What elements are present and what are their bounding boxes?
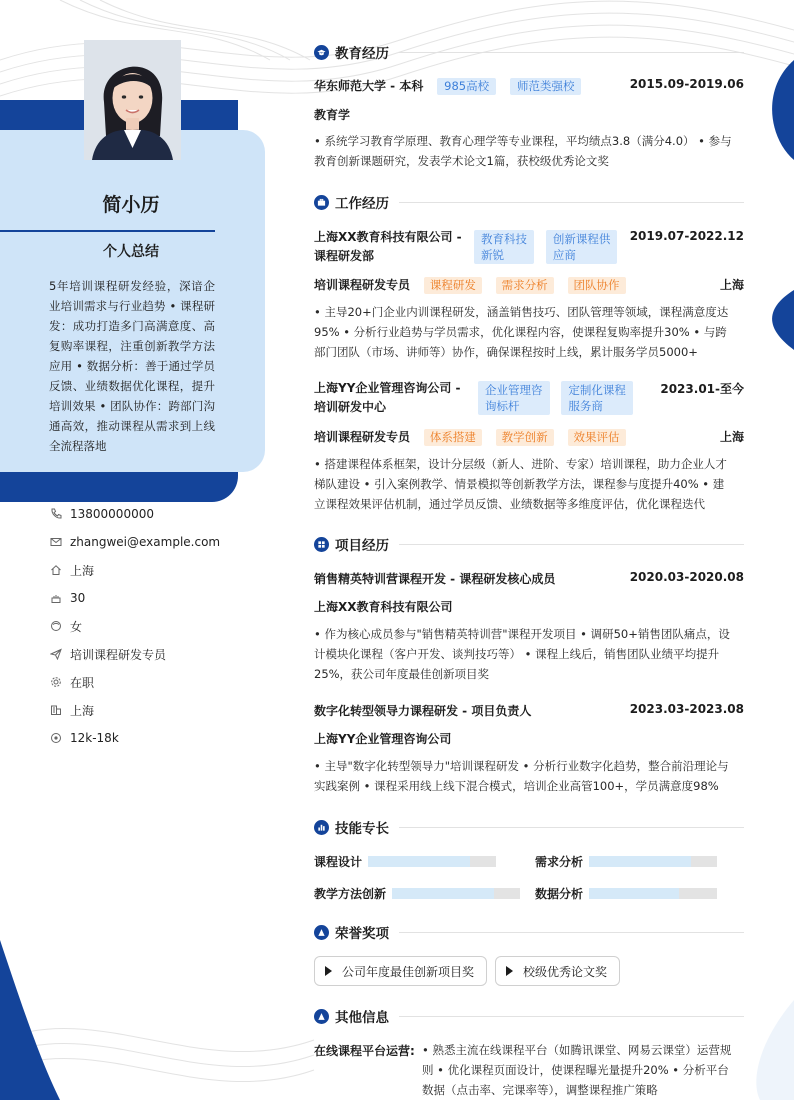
role-tag: 需求分析 <box>496 277 554 294</box>
school-tag: 985高校 <box>437 78 496 95</box>
contact-status-value: 在职 <box>70 675 95 690</box>
contact-phone <box>50 500 220 528</box>
avatar <box>84 40 181 160</box>
section-divider <box>399 52 744 53</box>
job-desc-line: 部门团队（市场、讲师等）协作，确保课程按时上线，累计服务学员5000+ <box>314 345 698 359</box>
skill-item <box>314 885 520 902</box>
job-role: 培训课程研发专员 <box>314 430 411 444</box>
skill-bar-fill <box>589 888 679 899</box>
contact-position-value: 培训课程研发专员 <box>70 647 167 662</box>
company-tag-line: 创新课程供 <box>552 232 611 246</box>
project-desc-line: 计模块化课程（客户开发、谈判技巧等） • 课程上线后，销售团队业绩平均提升 <box>314 647 720 661</box>
award-item[interactable] <box>314 956 487 986</box>
send-icon <box>50 648 70 660</box>
job-company-tags <box>478 381 633 415</box>
play-icon <box>506 966 513 976</box>
education-header <box>314 42 744 62</box>
contact-home-value: 上海 <box>70 563 95 578</box>
job-role-row <box>314 276 744 294</box>
company-tag <box>478 381 550 415</box>
contact-phone-value: 13800000000 <box>70 507 154 521</box>
contact-position <box>50 640 220 668</box>
job-desc-line: 梯队建设 • 引入案例教学、情景模拟等创新教学方法，课程参与度提升40% • 建 <box>314 477 725 491</box>
play-icon <box>325 966 332 976</box>
skills-header <box>314 817 744 837</box>
grid-icon <box>314 537 329 552</box>
major: 教育学 <box>314 108 351 122</box>
contact-salary <box>50 724 220 752</box>
contact-gender <box>50 612 220 640</box>
project-row <box>314 702 744 719</box>
role-tag: 课程研发 <box>424 277 482 294</box>
mail-icon <box>50 536 70 548</box>
skill-name: 需求分析 <box>535 855 584 869</box>
company-tag <box>561 381 633 415</box>
role-tag: 效果评估 <box>568 429 626 446</box>
role-tag: 团队协作 <box>568 277 626 294</box>
company-tag-line: 教育科技 <box>481 232 527 246</box>
project-desc-line: • 主导"数字化转型领导力"培训课程研发 • 分析行业数字化趋势，整合前沿理论与 <box>314 759 729 773</box>
avatar-portrait-icon <box>84 40 181 160</box>
job-city: 上海 <box>719 430 744 444</box>
profile-name: 简小历 <box>102 194 160 216</box>
contact-list <box>50 500 220 752</box>
award-icon <box>314 925 329 940</box>
job-city: 上海 <box>719 278 744 292</box>
info-icon <box>314 1009 329 1024</box>
other-header <box>314 1006 744 1026</box>
other-title: 其他信息 <box>335 1010 389 1026</box>
skill-bar <box>589 888 717 899</box>
education-desc-line: • 系统学习教育学原理、教育心理学等专业课程，平均绩点3.8（满分4.0） • 参与 <box>314 134 732 148</box>
projects-title: 项目经历 <box>335 538 389 554</box>
job-desc-line: • 搭建课程体系框架，设计分层级（新人、进阶、专家）培训课程，助力企业人才 <box>314 457 727 471</box>
skills-title: 技能专长 <box>335 821 389 837</box>
salary-icon <box>50 732 70 744</box>
job-desc-line: 立课程效果评估机制，通过学员反馈、业绩数据等多维度评估，优化课程迭代 <box>314 497 705 511</box>
company-tag-line: 定制化课程 <box>568 383 626 397</box>
company-tag-line: 服务商 <box>568 399 603 413</box>
school-name: 华东师范大学 - 本科 <box>314 79 424 93</box>
skill-item <box>314 853 496 870</box>
project-date: 2020.03-2020.08 <box>629 570 744 584</box>
other-line: 数据（点击率、完课率等），调整课程推广策略 <box>422 1083 658 1097</box>
education-title: 教育经历 <box>335 46 389 62</box>
section-divider <box>399 827 744 828</box>
project-desc-line: 实践案例 • 课程采用线上线下混合模式，培训企业高管100+，学员满意度98% <box>314 779 719 793</box>
role-tag: 教学创新 <box>496 429 554 446</box>
project-row <box>314 570 744 587</box>
work-header <box>314 192 744 212</box>
skill-bar <box>392 888 520 899</box>
job-role-row <box>314 428 744 446</box>
project-name: 数字化转型领导力课程研发 - 项目负责人 <box>314 704 532 718</box>
award-item[interactable] <box>495 956 620 986</box>
briefcase-icon <box>314 195 329 210</box>
award-label: 公司年度最佳创新项目奖 <box>342 964 475 979</box>
role-tag: 体系搭建 <box>424 429 482 446</box>
education-desc-line: 教育创新课题研究，发表学术论文1篇，获校级优秀论文奖 <box>314 154 609 168</box>
building-icon <box>50 704 70 716</box>
section-divider <box>399 202 744 203</box>
skill-name: 课程设计 <box>314 855 363 869</box>
contact-gender-value: 女 <box>70 619 83 634</box>
project-desc-line: 25%，获公司年度最佳创新项目奖 <box>314 667 490 681</box>
education-row <box>314 77 744 95</box>
summary-title: 个人总结 <box>103 244 159 260</box>
job-company-line: 培训研发中心 <box>314 400 387 414</box>
gender-icon <box>50 620 70 632</box>
job-company-line: 课程研发部 <box>314 249 375 263</box>
contact-email-value: zhangwei@example.com <box>70 535 221 549</box>
job-company-line: 上海XX教育科技有限公司 - <box>314 230 462 244</box>
section-divider <box>399 932 744 933</box>
project-date: 2023.03-2023.08 <box>629 702 744 716</box>
section-divider <box>399 544 744 545</box>
age-icon <box>50 592 70 604</box>
summary-text: 5年培训课程研发经验，深谙企业培训需求与行业趋势 • 课程研发：成功打造多门高满意度、高复购率课程，注重创新教学方法应用 • 数据分析：善于通过学员反馈、业绩数据优化课程，提升培训效果 • 团队协作：跨部门沟通高效，推动课程从需求到上线全流程落地 <box>49 279 215 453</box>
graduation-cap-icon <box>314 45 329 60</box>
skill-item <box>535 885 717 902</box>
company-tag-line: 应商 <box>552 248 576 262</box>
job-company-line: 上海YY企业管理咨询公司 - <box>314 381 461 395</box>
skill-bar-fill <box>392 888 494 899</box>
contact-age <box>50 584 220 612</box>
award-label: 校级优秀论文奖 <box>523 964 608 979</box>
bar-chart-icon <box>314 820 329 835</box>
project-desc-line: • 作为核心成员参与"销售精英特训营"课程开发项目 • 调研50+销售团队痛点，设 <box>314 627 730 641</box>
contact-age-value: 30 <box>70 591 86 605</box>
skill-name: 教学方法创新 <box>314 887 387 901</box>
other-line: • 熟悉主流在线课程平台（如腾讯课堂、网易云课堂）运营规 <box>422 1043 732 1057</box>
job-role: 培训课程研发专员 <box>314 278 411 292</box>
job-desc-line: 95% • 分析行业趋势与学员需求，优化课程内容，使课程复购率提升30% • 与跨 <box>314 325 727 339</box>
company-tag-line: 询标杆 <box>485 399 520 413</box>
contact-home <box>50 556 220 584</box>
other-line: 则 • 优化课程页面设计，使课程曝光量提升20% • 分析平台 <box>422 1063 729 1077</box>
project-org: 上海YY企业管理咨询公司 <box>314 732 452 746</box>
company-tag-line: 企业管理咨 <box>485 383 543 397</box>
school-tag: 师范类强校 <box>510 78 582 95</box>
work-title: 工作经历 <box>335 196 389 212</box>
contact-city-value: 上海 <box>70 703 95 718</box>
skill-bar <box>368 856 496 867</box>
job-company-tags <box>474 230 617 264</box>
name-divider <box>0 230 215 232</box>
job-date: 2019.07-2022.12 <box>629 229 744 243</box>
section-divider <box>399 1016 744 1017</box>
company-tag-line: 新锐 <box>481 248 504 262</box>
skill-bar <box>589 856 717 867</box>
company-tag <box>474 230 534 264</box>
contact-email <box>50 528 220 556</box>
awards-header <box>314 922 744 942</box>
education-date: 2015.09-2019.06 <box>629 77 744 91</box>
other-label: 在线课程平台运营: <box>314 1044 415 1058</box>
home-icon <box>50 564 70 576</box>
skill-bar-fill <box>368 856 470 867</box>
contact-city <box>50 696 220 724</box>
skill-item <box>535 853 717 870</box>
projects-header <box>314 534 744 554</box>
company-tag <box>546 230 618 264</box>
phone-icon <box>50 508 70 520</box>
job-date: 2023.01-至今 <box>660 382 744 396</box>
contact-salary-value: 12k-18k <box>70 731 119 745</box>
skill-bar-fill <box>589 856 691 867</box>
job-desc-line: • 主导20+门企业内训课程研发，涵盖销售技巧、团队管理等领域，课程满意度达 <box>314 305 729 319</box>
skill-name: 数据分析 <box>535 887 584 901</box>
project-org: 上海XX教育科技有限公司 <box>314 600 453 614</box>
contact-status <box>50 668 220 696</box>
awards-title: 荣誉奖项 <box>335 926 389 942</box>
gear-icon <box>50 676 70 688</box>
project-name: 销售精英特训营课程开发 - 课程研发核心成员 <box>314 572 556 586</box>
